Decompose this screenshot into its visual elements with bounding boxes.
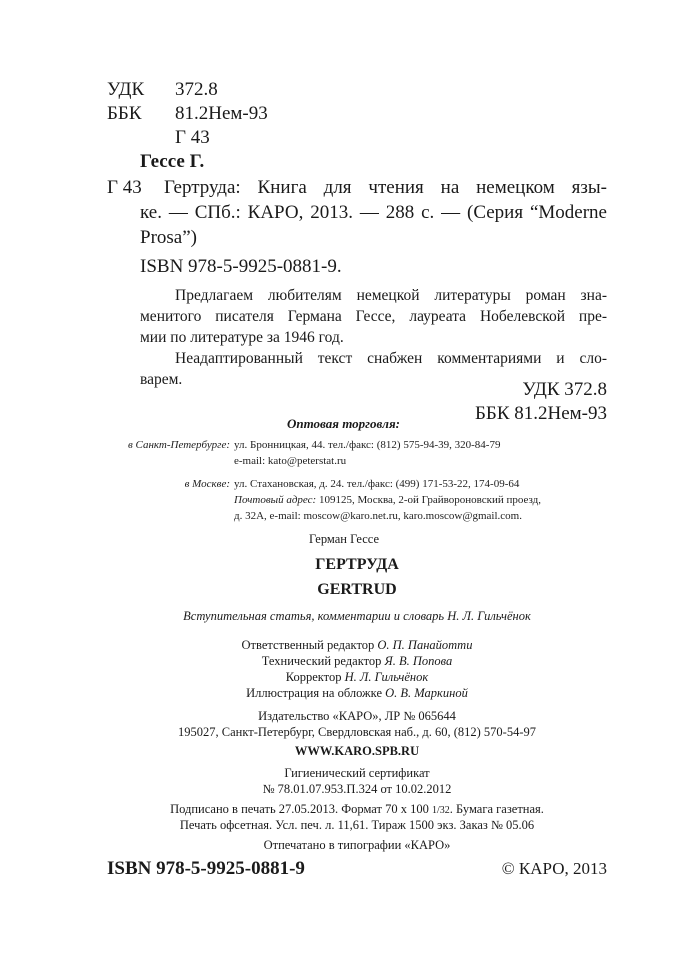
spb-label: в Санкт-Петербурге: xyxy=(128,439,230,451)
udk-value: 372.8 xyxy=(175,79,218,100)
udk-label: УДК xyxy=(107,79,145,100)
annotation-p2-line2: варем. xyxy=(140,371,183,388)
wholesale-heading: Оптовая торговля: xyxy=(287,416,400,431)
tech-role: Технический редактор xyxy=(261,654,382,668)
msk-address: ул. Стахановская, д. 24. тел./факс: (499) 171-53-22, 174-09-64 xyxy=(234,478,520,490)
entry-line-2: ке. — СПб.: КАРО, 2013. — 288 с. — (Серия “Moderne xyxy=(140,202,607,223)
bbk-value: 81.2Нем-93 xyxy=(175,103,268,124)
annotation-p1-line2: менитого писателя Германа Гессе, лауреата Нобелевской пре- xyxy=(140,308,607,325)
title-de: GERTRUD xyxy=(317,581,397,598)
entry-author: Гессе Г. xyxy=(140,151,205,172)
cover-line xyxy=(107,686,607,701)
corrector-name: Н. Л. Гильчёнок xyxy=(344,670,429,684)
author-mark: Г 43 xyxy=(175,127,210,148)
udk-bottom: УДК 372.8 xyxy=(522,379,607,400)
corrector-line xyxy=(107,670,607,685)
spb-email: e-mail: kato@peterstat.ru xyxy=(234,455,347,467)
footer-copyright: © КАРО, 2013 xyxy=(501,859,607,878)
intro-credit: Вступительная статья, комментарии и словарь Н. Л. Гильчёнок xyxy=(183,609,531,623)
website: WWW.KARO.SPB.RU xyxy=(294,744,420,758)
msk-email: д. 32А, e-mail: moscow@karo.net.ru, karo.moscow@gmail.com. xyxy=(234,510,522,522)
format-fraction: 1/32 xyxy=(432,805,450,816)
title-ru: ГЕРТРУДА xyxy=(315,556,399,573)
tech-name: Я. В. Попова xyxy=(384,654,453,668)
msk-postal-line xyxy=(234,493,541,507)
footer-isbn: ISBN 978-5-9925-0881-9 xyxy=(107,858,305,879)
entry-line-1: Гертруда: Книга для чтения на немецком язы- xyxy=(164,177,607,198)
printed-at: Отпечатано в типографии «КАРО» xyxy=(263,838,451,852)
editor-line xyxy=(107,638,607,653)
spb-address: ул. Бронницкая, 44. тел./факс: (812) 575-94-39, 320-84-79 xyxy=(234,439,501,451)
annotation-p1-line3: мии по литературе за 1946 год. xyxy=(140,329,344,346)
print-line: Печать офсетная. Усл. печ. л. 11,61. Тираж 1500 экз. Заказ № 05.06 xyxy=(179,818,535,832)
publisher: Издательство «КАРО», ЛР № 065644 xyxy=(258,709,456,723)
publisher-address: 195027, Санкт-Петербург, Свердловская наб., д. 60, (812) 570-54-97 xyxy=(178,725,536,739)
signed-paper: . Бумага газетная. xyxy=(449,802,544,816)
entry-mark: Г 43 xyxy=(107,177,142,198)
msk-postal-label: Почтовый адрес: xyxy=(234,494,317,506)
cover-name: О. В. Маркиной xyxy=(385,686,468,700)
msk-postal: 109125, Москва, 2-ой Грайвороновский проезд, xyxy=(318,494,542,506)
entry-isbn: ISBN 978-5-9925-0881-9. xyxy=(140,256,342,277)
cert-title: Гигиенический сертификат xyxy=(284,766,430,780)
msk-label: в Москве: xyxy=(184,478,230,490)
corrector-role: Корректор xyxy=(285,670,342,684)
bbk-bottom: ББК 81.2Нем-93 xyxy=(475,403,607,424)
editor-role: Ответственный редактор xyxy=(241,638,375,652)
cert-number: № 78.01.07.953.П.324 от 10.02.2012 xyxy=(262,782,452,796)
signed-text: Подписано в печать 27.05.2013. Формат 70 х 100 xyxy=(170,802,429,816)
annotation-p1-line1: Предлагаем любителям немецкой литературы роман зна- xyxy=(175,287,607,304)
tech-editor-line xyxy=(107,654,607,669)
signed-line xyxy=(107,802,607,818)
cover-role: Иллюстрация на обложке xyxy=(246,686,382,700)
annotation-p2-line1: Неадаптированный текст снабжен комментариями и сло- xyxy=(175,350,607,367)
author-full-name: Герман Гессе xyxy=(309,532,380,546)
editor-name: О. П. Панайотти xyxy=(377,638,473,652)
entry-line-3: Prosa”) xyxy=(140,227,197,248)
bbk-label: ББК xyxy=(107,103,142,124)
